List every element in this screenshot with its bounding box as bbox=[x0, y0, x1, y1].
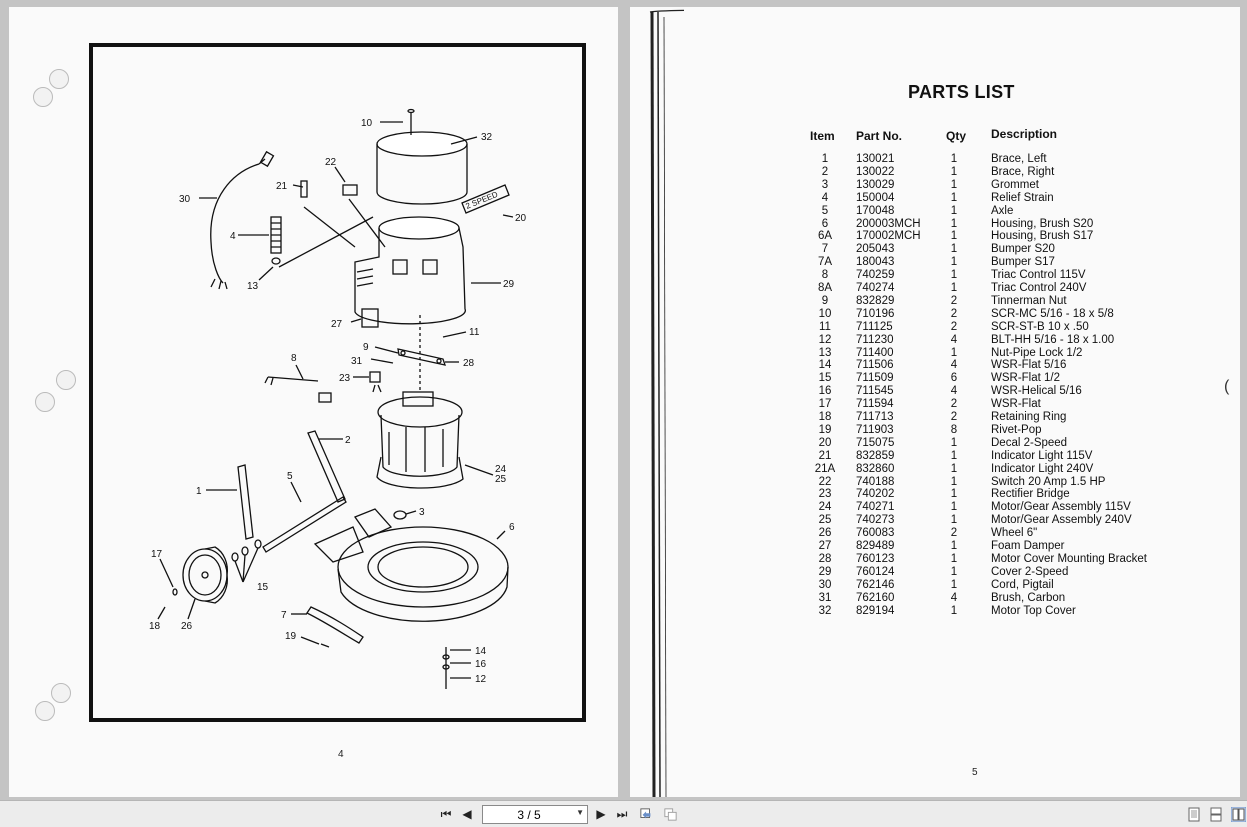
part-number: 130022 bbox=[856, 165, 895, 178]
part-description: Bumper S17 bbox=[991, 256, 1055, 269]
callout-label: 32 bbox=[481, 132, 493, 143]
item-number: 19 bbox=[818, 423, 832, 436]
quantity: 1 bbox=[950, 346, 958, 359]
part-number: 710196 bbox=[856, 307, 895, 320]
callout-label: 1 bbox=[196, 486, 202, 497]
continuous-view-icon[interactable] bbox=[1210, 807, 1223, 822]
table-row bbox=[630, 424, 1240, 437]
quantity: 6 bbox=[950, 372, 958, 385]
item-number: 31 bbox=[818, 591, 832, 604]
callout-label: 23 bbox=[339, 373, 351, 384]
quantity: 1 bbox=[950, 604, 958, 617]
callout-label: 17 bbox=[151, 549, 163, 560]
callout-label: 6 bbox=[509, 522, 515, 533]
quantity: 1 bbox=[950, 230, 958, 243]
table-row bbox=[630, 230, 1240, 243]
item-number: 28 bbox=[818, 552, 832, 565]
column-header-qty: Qty bbox=[946, 129, 967, 143]
quantity: 1 bbox=[950, 540, 958, 552]
quantity: 4 bbox=[950, 359, 958, 372]
item-number: 29 bbox=[818, 565, 832, 578]
table-row bbox=[630, 411, 1240, 424]
table-row bbox=[630, 269, 1240, 282]
page-indicator: 3 / 5 bbox=[517, 808, 541, 822]
table-row bbox=[630, 527, 1240, 540]
callout-label: 9 bbox=[363, 342, 369, 353]
quantity: 1 bbox=[950, 488, 958, 501]
part-number: 711506 bbox=[856, 359, 894, 372]
part-description: Wheel 6" bbox=[991, 527, 1038, 540]
part-number: 760123 bbox=[856, 552, 895, 565]
page-5 bbox=[630, 7, 1240, 797]
table-row bbox=[630, 437, 1240, 450]
callout-label: 10 bbox=[361, 118, 373, 129]
part-description: SCR-MC 5/16 - 18 x 5/8 bbox=[991, 307, 1114, 320]
next-page-button[interactable]: ▶ bbox=[596, 807, 606, 821]
part-number: 205043 bbox=[856, 243, 895, 256]
table-row bbox=[630, 218, 1240, 231]
parts-list-title: PARTS LIST bbox=[908, 82, 1015, 102]
margin-mark: ( bbox=[1224, 378, 1230, 395]
quantity: 1 bbox=[950, 449, 958, 462]
quantity: 2 bbox=[950, 320, 958, 333]
quantity: 2 bbox=[950, 411, 958, 423]
item-number: 21 bbox=[818, 449, 832, 462]
dropdown-arrow-icon[interactable]: ▼ bbox=[576, 808, 584, 817]
quantity: 1 bbox=[950, 178, 958, 191]
part-number: 170002MCH bbox=[856, 230, 921, 243]
table-row bbox=[630, 488, 1240, 501]
punch-hole bbox=[51, 683, 71, 703]
callout-label: 13 bbox=[247, 281, 259, 292]
item-number: 8 bbox=[821, 269, 829, 282]
quantity: 1 bbox=[950, 243, 958, 256]
item-number: 10 bbox=[818, 307, 832, 320]
part-number: 130021 bbox=[856, 153, 895, 165]
item-number: 7 bbox=[821, 243, 829, 256]
table-row bbox=[630, 179, 1240, 192]
item-number: 27 bbox=[818, 540, 832, 552]
quantity: 1 bbox=[950, 256, 958, 269]
part-description: Indicator Light 115V bbox=[991, 449, 1093, 462]
quantity: 1 bbox=[950, 462, 958, 475]
callout-label: 20 bbox=[515, 213, 527, 224]
back-view-icon[interactable] bbox=[640, 807, 653, 822]
table-row bbox=[630, 553, 1240, 566]
callout-label: 29 bbox=[503, 279, 515, 290]
part-description: Decal 2-Speed bbox=[991, 436, 1068, 449]
part-number: 200003MCH bbox=[856, 217, 921, 230]
item-number: 25 bbox=[818, 514, 832, 527]
part-description: Foam Damper bbox=[991, 540, 1065, 552]
quantity: 1 bbox=[950, 552, 958, 565]
callout-label: 28 bbox=[463, 358, 475, 369]
part-number: 829489 bbox=[856, 540, 895, 552]
part-number: 740273 bbox=[856, 514, 895, 527]
column-header-description: Description bbox=[991, 127, 1058, 141]
part-number: 740274 bbox=[856, 282, 895, 294]
item-number: 8A bbox=[817, 282, 833, 294]
part-description: Motor Cover Mounting Bracket bbox=[991, 552, 1147, 565]
callout-label: 25 bbox=[495, 474, 507, 485]
item-number: 3 bbox=[821, 178, 829, 191]
table-row bbox=[630, 347, 1240, 360]
callout-label: 5 bbox=[287, 471, 293, 482]
quantity: 1 bbox=[950, 475, 958, 488]
quantity: 1 bbox=[950, 514, 958, 527]
item-number: 7A bbox=[817, 256, 833, 269]
item-number: 18 bbox=[818, 411, 832, 423]
single-page-view-icon[interactable] bbox=[1188, 807, 1201, 822]
punch-hole bbox=[35, 392, 55, 412]
item-number: 6A bbox=[817, 230, 833, 243]
callout-label: 16 bbox=[475, 659, 487, 670]
item-number: 21A bbox=[814, 462, 836, 475]
callout-label: 26 bbox=[181, 621, 193, 632]
part-number: 829194 bbox=[856, 604, 895, 617]
table-row bbox=[630, 501, 1240, 514]
exploded-parts-diagram bbox=[93, 47, 582, 718]
part-number: 150004 bbox=[856, 191, 895, 204]
part-description: Indicator Light 240V bbox=[991, 462, 1094, 475]
part-description: Switch 20 Amp 1.5 HP bbox=[991, 475, 1106, 488]
callout-label: 7 bbox=[281, 610, 287, 621]
item-number: 4 bbox=[821, 191, 829, 204]
viewer-toolbar bbox=[0, 800, 1247, 827]
quantity: 4 bbox=[950, 591, 958, 604]
item-number: 9 bbox=[821, 294, 829, 307]
table-row bbox=[630, 450, 1240, 463]
part-number: 762146 bbox=[856, 578, 895, 591]
callout-label: 3 bbox=[419, 507, 425, 518]
quantity: 8 bbox=[950, 423, 958, 436]
part-description: Tinnerman Nut bbox=[991, 294, 1067, 307]
part-description: Rectifier Bridge bbox=[991, 488, 1070, 501]
table-row bbox=[630, 295, 1240, 308]
callout-label: 14 bbox=[475, 646, 487, 657]
callout-label: 2 bbox=[345, 435, 351, 446]
table-row bbox=[630, 359, 1240, 372]
quantity: 2 bbox=[950, 527, 958, 540]
item-number: 11 bbox=[819, 320, 831, 333]
part-description: Nut-Pipe Lock 1/2 bbox=[991, 346, 1083, 359]
part-description: WSR-Flat 1/2 bbox=[991, 372, 1061, 385]
first-page-button[interactable]: ⏮ bbox=[440, 807, 452, 821]
item-number: 26 bbox=[818, 527, 832, 540]
quantity: 1 bbox=[950, 269, 958, 282]
quantity: 1 bbox=[950, 565, 958, 578]
column-header-item: Item bbox=[810, 129, 835, 143]
item-number: 20 bbox=[818, 436, 832, 449]
part-number: 715075 bbox=[856, 436, 895, 449]
part-description: Motor/Gear Assembly 115V bbox=[991, 501, 1131, 514]
quantity: 1 bbox=[950, 217, 958, 230]
table-row bbox=[630, 334, 1240, 347]
table-row bbox=[630, 192, 1240, 205]
quantity: 4 bbox=[950, 385, 958, 398]
last-page-button[interactable]: ⏭ bbox=[616, 807, 628, 821]
punch-hole bbox=[33, 87, 53, 107]
item-number: 23 bbox=[818, 488, 832, 501]
part-description: Retaining Ring bbox=[991, 411, 1067, 423]
quantity: 1 bbox=[950, 436, 958, 449]
table-row bbox=[630, 205, 1240, 218]
table-row bbox=[630, 166, 1240, 179]
part-number: 711545 bbox=[856, 385, 894, 398]
part-description: Rivet-Pop bbox=[991, 423, 1042, 436]
table-row bbox=[630, 540, 1240, 553]
table-row bbox=[630, 372, 1240, 385]
part-description: Brace, Right bbox=[991, 165, 1055, 178]
table-row bbox=[630, 153, 1240, 166]
page-selector[interactable] bbox=[482, 805, 588, 824]
quantity: 1 bbox=[950, 578, 958, 591]
part-description: SCR-ST-B 10 x .50 bbox=[991, 320, 1089, 333]
punch-hole bbox=[56, 370, 76, 390]
part-number: 760083 bbox=[856, 527, 895, 540]
callout-label: 18 bbox=[149, 621, 161, 632]
callout-label: 31 bbox=[351, 356, 363, 367]
facing-pages-view-icon[interactable] bbox=[1231, 807, 1246, 822]
part-number: 711230 bbox=[856, 333, 894, 346]
part-description: BLT-HH 5/16 - 18 x 1.00 bbox=[991, 333, 1115, 346]
table-row bbox=[630, 514, 1240, 527]
table-row bbox=[630, 398, 1240, 411]
table-row bbox=[630, 256, 1240, 269]
quantity: 2 bbox=[950, 307, 958, 320]
part-number: 180043 bbox=[856, 256, 895, 269]
quantity: 1 bbox=[950, 153, 958, 165]
page-number: 5 bbox=[972, 767, 978, 778]
part-number: 711903 bbox=[856, 423, 894, 436]
page-number: 4 bbox=[338, 749, 344, 760]
part-number: 832829 bbox=[856, 294, 895, 307]
table-row bbox=[630, 592, 1240, 605]
part-description: Housing, Brush S20 bbox=[991, 217, 1094, 230]
item-number: 32 bbox=[818, 604, 832, 617]
table-row bbox=[630, 579, 1240, 592]
part-number: 762160 bbox=[856, 591, 895, 604]
part-number: 170048 bbox=[856, 204, 895, 217]
part-description: Housing, Brush S17 bbox=[991, 230, 1094, 243]
callout-label: 15 bbox=[257, 582, 269, 593]
table-row bbox=[630, 566, 1240, 579]
part-number: 760124 bbox=[856, 565, 895, 578]
item-number: 2 bbox=[821, 165, 829, 178]
item-number: 5 bbox=[821, 204, 829, 217]
part-number: 832859 bbox=[856, 449, 895, 462]
table-row bbox=[630, 308, 1240, 321]
part-number: 832860 bbox=[856, 462, 895, 475]
item-number: 24 bbox=[818, 501, 832, 514]
table-row bbox=[630, 243, 1240, 256]
table-row bbox=[630, 282, 1240, 295]
part-number: 711125 bbox=[856, 320, 893, 333]
callout-label: 12 bbox=[475, 674, 487, 685]
part-description: Motor/Gear Assembly 240V bbox=[991, 514, 1132, 527]
quantity: 1 bbox=[950, 191, 958, 204]
part-description: WSR-Flat 5/16 bbox=[991, 359, 1067, 372]
part-number: 711509 bbox=[856, 372, 894, 385]
part-number: 740271 bbox=[856, 501, 895, 514]
part-number: 740259 bbox=[856, 269, 895, 282]
punch-hole bbox=[49, 69, 69, 89]
part-description: Axle bbox=[991, 204, 1014, 217]
part-description: Cover 2-Speed bbox=[991, 565, 1069, 578]
part-description: WSR-Helical 5/16 bbox=[991, 385, 1082, 398]
quantity: 1 bbox=[950, 501, 958, 514]
item-number: 14 bbox=[818, 359, 832, 372]
callout-label: 8 bbox=[291, 353, 297, 364]
item-number: 6 bbox=[821, 217, 829, 230]
part-description: Cord, Pigtail bbox=[991, 578, 1054, 591]
item-number: 30 bbox=[818, 578, 832, 591]
item-number: 16 bbox=[818, 385, 832, 398]
callout-label: 21 bbox=[276, 181, 288, 192]
part-number: 711713 bbox=[856, 411, 894, 423]
quantity: 1 bbox=[950, 204, 958, 217]
part-description: WSR-Flat bbox=[991, 398, 1041, 411]
callout-label: 4 bbox=[230, 231, 236, 242]
table-row bbox=[630, 385, 1240, 398]
column-header-part-no: Part No. bbox=[856, 129, 903, 143]
item-number: 12 bbox=[818, 333, 832, 346]
part-number: 130029 bbox=[856, 178, 895, 191]
table-row bbox=[630, 321, 1240, 334]
quantity: 4 bbox=[950, 333, 958, 346]
callout-label: 30 bbox=[179, 194, 191, 205]
item-number: 22 bbox=[818, 475, 832, 488]
item-number: 13 bbox=[818, 346, 832, 359]
decal-text: 2 SPEED bbox=[464, 189, 500, 211]
forward-view-icon[interactable] bbox=[664, 807, 677, 822]
part-description: Brace, Left bbox=[991, 153, 1047, 165]
part-number: 740202 bbox=[856, 488, 895, 501]
table-row bbox=[630, 605, 1240, 618]
part-description: Triac Control 240V bbox=[991, 282, 1087, 294]
table-row bbox=[630, 476, 1240, 489]
quantity: 2 bbox=[950, 398, 958, 411]
callout-label: 24 bbox=[495, 464, 507, 475]
callout-label: 11 bbox=[469, 327, 480, 338]
part-description: Grommet bbox=[991, 178, 1039, 191]
part-number: 740188 bbox=[856, 475, 895, 488]
quantity: 2 bbox=[950, 294, 958, 307]
part-description: Bumper S20 bbox=[991, 243, 1055, 256]
item-number: 17 bbox=[818, 398, 832, 411]
callout-label: 19 bbox=[285, 631, 297, 642]
part-number: 711400 bbox=[856, 346, 894, 359]
part-description: Motor Top Cover bbox=[991, 604, 1076, 617]
callout-label: 27 bbox=[331, 319, 343, 330]
quantity: 1 bbox=[950, 282, 958, 294]
part-number: 711594 bbox=[856, 398, 894, 411]
part-description: Relief Strain bbox=[991, 191, 1054, 204]
callout-label: 22 bbox=[325, 157, 337, 168]
item-number: 1 bbox=[821, 153, 829, 165]
part-description: Triac Control 115V bbox=[991, 269, 1086, 282]
page-4 bbox=[9, 7, 618, 797]
quantity: 1 bbox=[950, 165, 958, 178]
punch-hole bbox=[35, 701, 55, 721]
diagram-frame bbox=[89, 43, 586, 722]
previous-page-button[interactable]: ◀ bbox=[462, 807, 472, 821]
table-row bbox=[630, 463, 1240, 476]
item-number: 15 bbox=[818, 372, 832, 385]
part-description: Brush, Carbon bbox=[991, 591, 1066, 604]
